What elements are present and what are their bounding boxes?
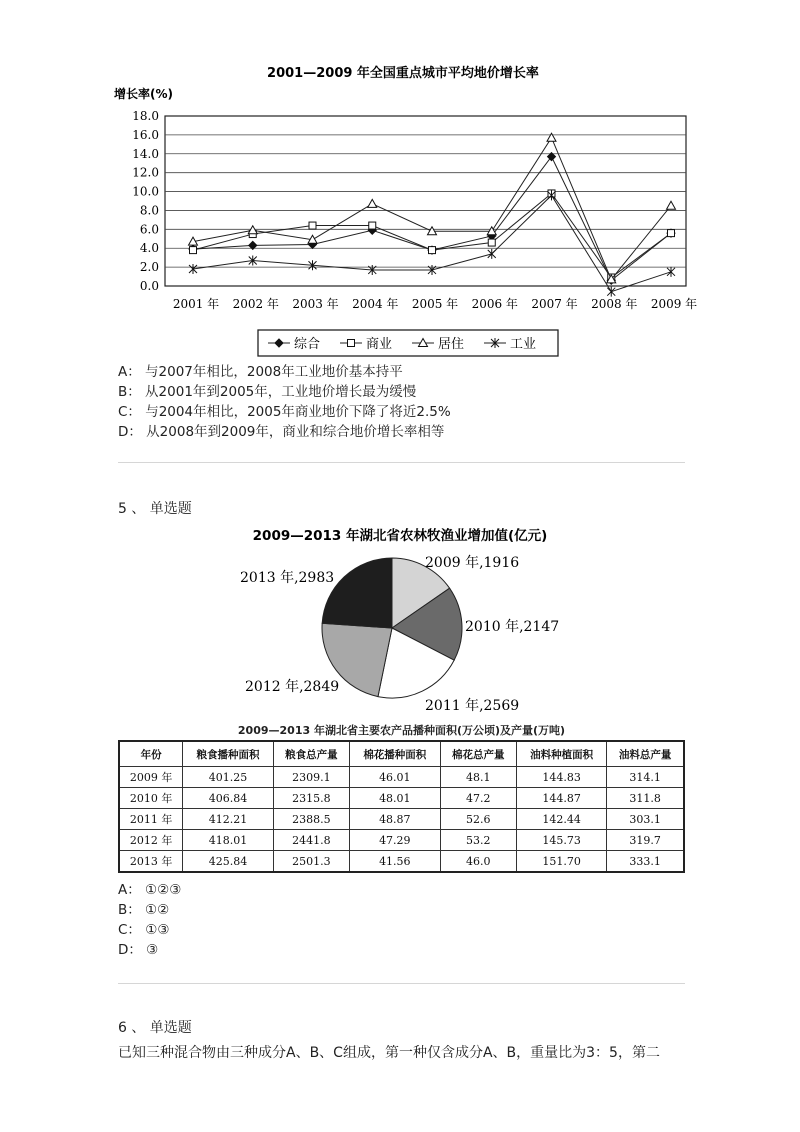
table-cell: 2309.1 (273, 767, 349, 788)
table-row (119, 788, 684, 809)
table-cell: 303.1 (607, 809, 684, 830)
y-tick-label: 12.0 (132, 165, 159, 180)
table-header-cell: 年份 (119, 741, 183, 767)
y-tick-label: 6.0 (139, 222, 159, 237)
star-marker (607, 287, 615, 297)
y-tick-label: 14.0 (132, 146, 159, 161)
triangle-marker (547, 133, 556, 141)
pie-slice-label: 2011 年,2569 (425, 698, 520, 714)
pie-slice (322, 558, 392, 628)
triangle-marker (667, 201, 676, 209)
table-cell: 144.83 (516, 767, 606, 788)
option-a[interactable]: A： ①②③ (118, 882, 182, 898)
pie-slice-label: 2013 年,2983 (240, 570, 335, 586)
triangle-marker (248, 226, 257, 234)
pie-title: 2009—2013 年湖北省农林牧渔业增加值(亿元) (252, 528, 548, 544)
q5-header: 5 、 单选题 (118, 501, 192, 517)
legend-label: 居住 (438, 337, 465, 352)
x-tick-label: 2005 年 (411, 297, 459, 311)
table-cell: 406.84 (183, 788, 273, 809)
table-row (119, 809, 684, 830)
table-cell: 2009 年 (119, 767, 183, 788)
q6-header: 6 、 单选题 (118, 1020, 192, 1036)
table-header-cell: 油料种植面积 (516, 741, 606, 767)
table-cell: 53.2 (440, 830, 516, 851)
x-tick-label: 2008 年 (591, 297, 638, 311)
table-cell: 418.01 (183, 830, 273, 851)
table-cell: 2010 年 (119, 788, 183, 809)
table-cell: 333.1 (607, 851, 684, 873)
y-tick-label: 8.0 (139, 203, 159, 218)
table-header-cell: 油料总产量 (607, 741, 684, 767)
table-cell: 47.2 (440, 788, 516, 809)
table-row (119, 767, 684, 788)
x-tick-label: 2001 年 (172, 297, 220, 311)
table-cell: 48.87 (350, 809, 440, 830)
square-marker (429, 247, 436, 254)
q4-options (118, 362, 451, 442)
table-cell: 2441.8 (273, 830, 349, 851)
y-tick-label: 16.0 (132, 127, 159, 142)
table-cell: 314.1 (607, 767, 684, 788)
table-cell: 48.1 (440, 767, 516, 788)
agri-pie-chart (225, 518, 585, 718)
table-title: 2009—2013 年湖北省主要农产品播种面积(万公顷)及产量(万吨) (237, 724, 566, 737)
table-header-cell: 粮食播种面积 (183, 741, 273, 767)
x-tick-label: 2007 年 (531, 297, 578, 311)
table-cell: 144.87 (516, 788, 606, 809)
option-a[interactable]: A： 与2007年相比，2008年工业地价基本持平 (118, 364, 403, 380)
option-b[interactable]: B： ①② (118, 902, 170, 918)
table-cell: 47.29 (350, 830, 440, 851)
square-marker (309, 222, 316, 229)
table-cell: 425.84 (183, 851, 273, 873)
table-cell: 2011 年 (119, 809, 183, 830)
legend-label: 商业 (366, 337, 393, 352)
y-tick-label: 2.0 (139, 260, 159, 275)
divider (118, 983, 685, 984)
y-tick-label: 4.0 (139, 241, 159, 256)
square-marker (488, 239, 495, 246)
table-cell: 46.0 (440, 851, 516, 873)
option-b[interactable]: B： 从2001年到2005年，工业地价增长最为缓慢 (118, 384, 417, 400)
table-cell: 41.56 (350, 851, 440, 873)
table-cell: 2013 年 (119, 851, 183, 873)
table-cell: 2315.8 (273, 788, 349, 809)
chart-legend (258, 330, 558, 356)
table-cell: 151.70 (516, 851, 606, 873)
crop-table (118, 740, 685, 873)
x-tick-label: 2006 年 (471, 297, 518, 311)
legend-label: 工业 (510, 337, 537, 352)
table-cell: 2012 年 (119, 830, 183, 851)
legend-label: 综合 (294, 337, 321, 352)
table-cell: 46.01 (350, 767, 440, 788)
y-axis-label: 增长率(%) (114, 87, 173, 101)
series-line (193, 193, 671, 277)
y-tick-label: 10.0 (132, 184, 159, 199)
square-marker (668, 230, 675, 237)
option-d[interactable]: D： 从2008年到2009年，商业和综合地价增长率相等 (118, 424, 445, 440)
star-marker (667, 267, 675, 277)
series-line (193, 138, 671, 280)
x-tick-label: 2009 年 (650, 297, 698, 311)
y-tick-label: 0.0 (139, 279, 159, 293)
option-c[interactable]: C： ①③ (118, 922, 170, 938)
pie-slice-label: 2010 年,2147 (465, 619, 560, 635)
table-header-cell: 棉花总产量 (440, 741, 516, 767)
star-marker (488, 249, 496, 259)
table-cell: 142.44 (516, 809, 606, 830)
option-c[interactable]: C： 与2004年相比，2005年商业地价下降了将近2.5% (118, 404, 451, 420)
q6-question-text: 已知三种混合物由三种成分A、B、C组成，第一种仅含成分A、B，重量比为3：5，第二 (118, 1045, 660, 1061)
y-tick-label: 18.0 (132, 109, 159, 123)
table-header-cell: 棉花播种面积 (350, 741, 440, 767)
land-price-line-chart (108, 58, 698, 363)
table-cell: 2388.5 (273, 809, 349, 830)
divider (118, 462, 685, 463)
pie-slice-label: 2012 年,2849 (245, 679, 340, 695)
chart-title: 2001—2009 年全国重点城市平均地价增长率 (267, 66, 539, 81)
table-cell: 311.8 (607, 788, 684, 809)
table-cell: 319.7 (607, 830, 684, 851)
pie-slice-label: 2009 年,1916 (425, 555, 520, 571)
series-line (193, 195, 671, 291)
x-tick-label: 2003 年 (292, 297, 339, 311)
x-tick-label: 2004 年 (352, 297, 399, 311)
table-cell: 145.73 (516, 830, 606, 851)
table-cell: 401.25 (183, 767, 273, 788)
table-cell: 412.21 (183, 809, 273, 830)
triangle-marker (368, 199, 377, 207)
table-header-cell: 粮食总产量 (273, 741, 349, 767)
q5-options (118, 880, 181, 960)
square-marker (369, 222, 376, 229)
series-star (189, 190, 675, 296)
table-row (119, 830, 684, 851)
table-cell: 52.6 (440, 809, 516, 830)
series-triangle (189, 133, 676, 283)
table-row (119, 851, 684, 873)
square-marker (190, 247, 197, 254)
plot-frame (165, 116, 686, 286)
x-tick-label: 2002 年 (232, 297, 279, 311)
option-d[interactable]: D： ③ (118, 942, 159, 958)
table-cell: 2501.3 (273, 851, 349, 873)
table-cell: 48.01 (350, 788, 440, 809)
square-marker (348, 340, 355, 347)
